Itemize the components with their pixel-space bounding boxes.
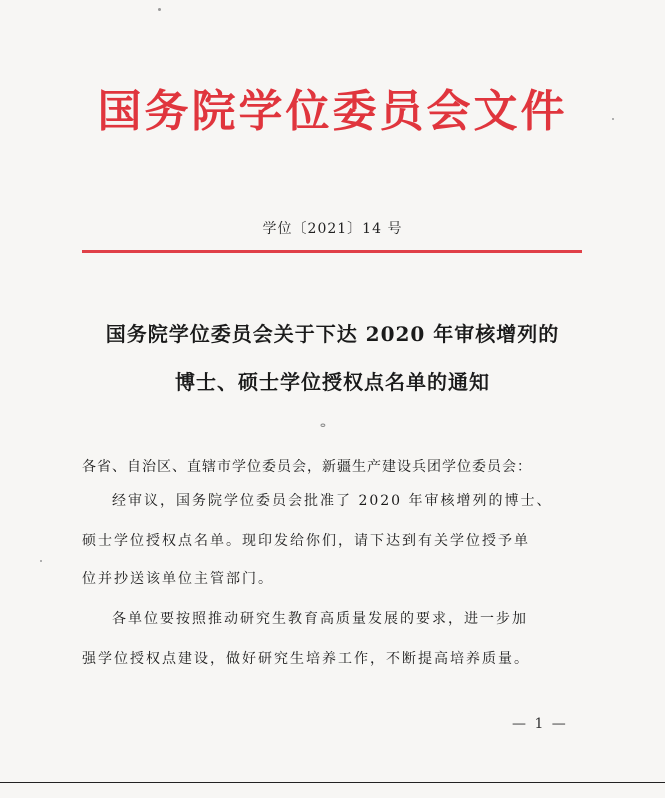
paragraph-1-line-3: 位并抄送该单位主管部门。 <box>82 571 274 587</box>
masthead-title: 国务院学位委员会文件 <box>97 86 568 137</box>
bottom-edge-rule <box>0 782 665 783</box>
scan-speck <box>612 118 614 120</box>
scan-mark: ⴰ <box>320 420 326 430</box>
paragraph-2-line-2: 强学位授权点建设，做好研究生培养工作，不断提高培养质量。 <box>82 651 530 667</box>
scan-speck <box>158 8 161 11</box>
page-number: — 1 — <box>512 716 568 732</box>
red-separator-rule <box>82 250 582 253</box>
paragraph-1-line-2: 硕士学位授权点名单。现印发给你们，请下达到有关学位授予单 <box>82 533 530 549</box>
salutation: 各省、自治区、直辖市学位委员会，新疆生产建设兵团学位委员会： <box>82 459 532 475</box>
paragraph-1-line-1: 经审议，国务院学位委员会批准了 2020 年审核增列的博士、 <box>112 493 553 509</box>
notice-title-line-2: 博士、硕士学位授权点名单的通知 <box>175 370 490 394</box>
document-number: 学位〔2021〕14 号 <box>262 221 403 237</box>
notice-title-line-1: 国务院学位委员会关于下达 2020 年审核增列的 <box>105 322 560 346</box>
paragraph-2-line-1: 各单位要按照推动研究生教育高质量发展的要求，进一步加 <box>112 611 528 627</box>
scan-speck <box>40 560 42 562</box>
